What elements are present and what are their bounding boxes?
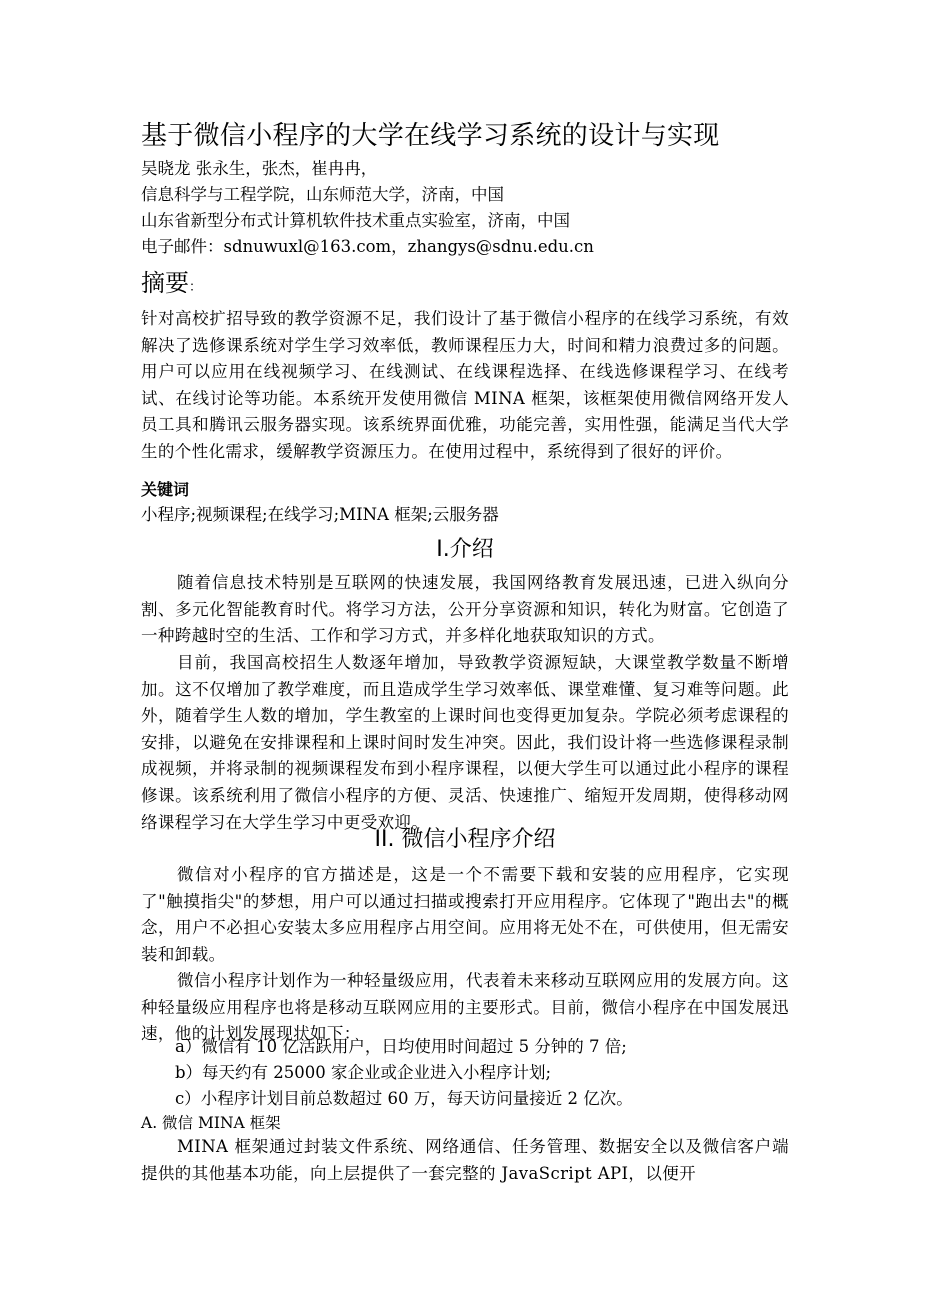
- intro-paragraph-2: 目前，我国高校招生人数逐年增加，导致教学资源短缺，大课堂教学数量不断增加。这不仅增加了教学难度，而且造成学生学习效率低、课堂难懂、复习难等问题。此外，随着学生人数的增加，学生教室的上课时间也变得更加复杂。学院必须考虑课程的安排，以避免在安排课程和上课时间时发生冲突。因此，我们设计将一些选修课程录制成视频，并将录制的视频课程发布到小程序课程，以便大学生可以通过此小程序的课程修课。该系统利用了微信小程序的方便、灵活、快速推广、缩短开发周期，使得移动网络课程学习在大学生学习中更受欢迎。: [141, 653, 789, 832]
- affiliation-2: 山东省新型分布式计算机软件技术重点实验室，济南，中国: [141, 211, 570, 230]
- subsection-heading-mina: A. 微信 MINA 框架: [141, 1114, 281, 1132]
- section-heading-wechat-miniprogram: II. 微信小程序介绍: [374, 827, 556, 852]
- section2-paragraph-2: 微信小程序计划作为一种轻量级应用，代表着未来移动互联网应用的发展方向。这种轻量级应用程序也将是移动互联网应用的主要形式。目前，微信小程序在中国发展迅速，他的计划发展现状如下：: [141, 971, 789, 1044]
- keywords-heading: 关键词: [141, 480, 190, 499]
- list-item: a）微信有 10 亿活跃用户，日均使用时间超过 5 分钟的 7 倍;: [175, 1037, 627, 1056]
- intro-paragraph-1: 随着信息技术特别是互联网的快速发展，我国网络教育发展迅速，已进入纵向分割、多元化智能教育时代。将学习方法，公开分享资源和知识，转化为财富。它创造了一种跨越时空的生活、工作和学习方式，并多样化地获取知识的方式。: [141, 573, 789, 646]
- keywords-text: 小程序;视频课程;在线学习;MINA 框架;云服务器: [141, 505, 499, 524]
- abstract-heading-colon: ：: [189, 280, 203, 295]
- section2-paragraph-1: 微信对小程序的官方描述是，这是一个不需要下载和安装的应用程序，它实现了"触摸指尖"的梦想，用户可以通过扫描或搜索打开应用程序。它体现了"跑出去"的概念，用户不必担心安装太多应用程序占用空间。应用将无处不在，可供使用，但无需安装和卸载。: [141, 865, 789, 964]
- abstract-heading: [141, 266, 789, 305]
- section-heading-introduction: I.介绍: [436, 537, 494, 562]
- list-item: c）小程序计划目前总数超过 60 万，每天访问量接近 2 亿次。: [175, 1089, 633, 1108]
- list-item: b）每天约有 25000 家企业或企业进入小程序计划;: [175, 1063, 552, 1082]
- paper-title: 基于微信小程序的大学在线学习系统的设计与实现: [141, 121, 720, 151]
- email-line: 电子邮件：sdnuwuxl@163.com，zhangys@sdnu.edu.cn: [141, 237, 594, 256]
- author-list: 吴晓龙 张永生，张杰，崔冉冉，: [141, 159, 378, 178]
- abstract-heading-text: 摘要: [141, 269, 189, 297]
- abstract-text: 针对高校扩招导致的教学资源不足，我们设计了基于微信小程序的在线学习系统，有效解决了选修课系统对学生学习效率低，教师课程压力大，时间和精力浪费过多的问题。用户可以应用在线视频学习、在线测试、在线课程选择、在线选修课程学习、在线考试、在线讨论等功能。本系统开发使用微信 MINA 框架，该框架使用微信网络开发人员工具和腾讯云服务器实现。该系统界面优雅，功能完善，实用性强，能满足当代大学生的个性化需求，缓解教学资源压力。在使用过程中，系统得到了很好的评价。: [141, 309, 789, 461]
- subsection-a-paragraph: MINA 框架通过封装文件系统、网络通信、任务管理、数据安全以及微信客户端提供的其他基本功能，向上层提供了一套完整的 JavaScript API，以便开: [141, 1137, 789, 1183]
- affiliation-1: 信息科学与工程学院，山东师范大学，济南，中国: [141, 185, 504, 204]
